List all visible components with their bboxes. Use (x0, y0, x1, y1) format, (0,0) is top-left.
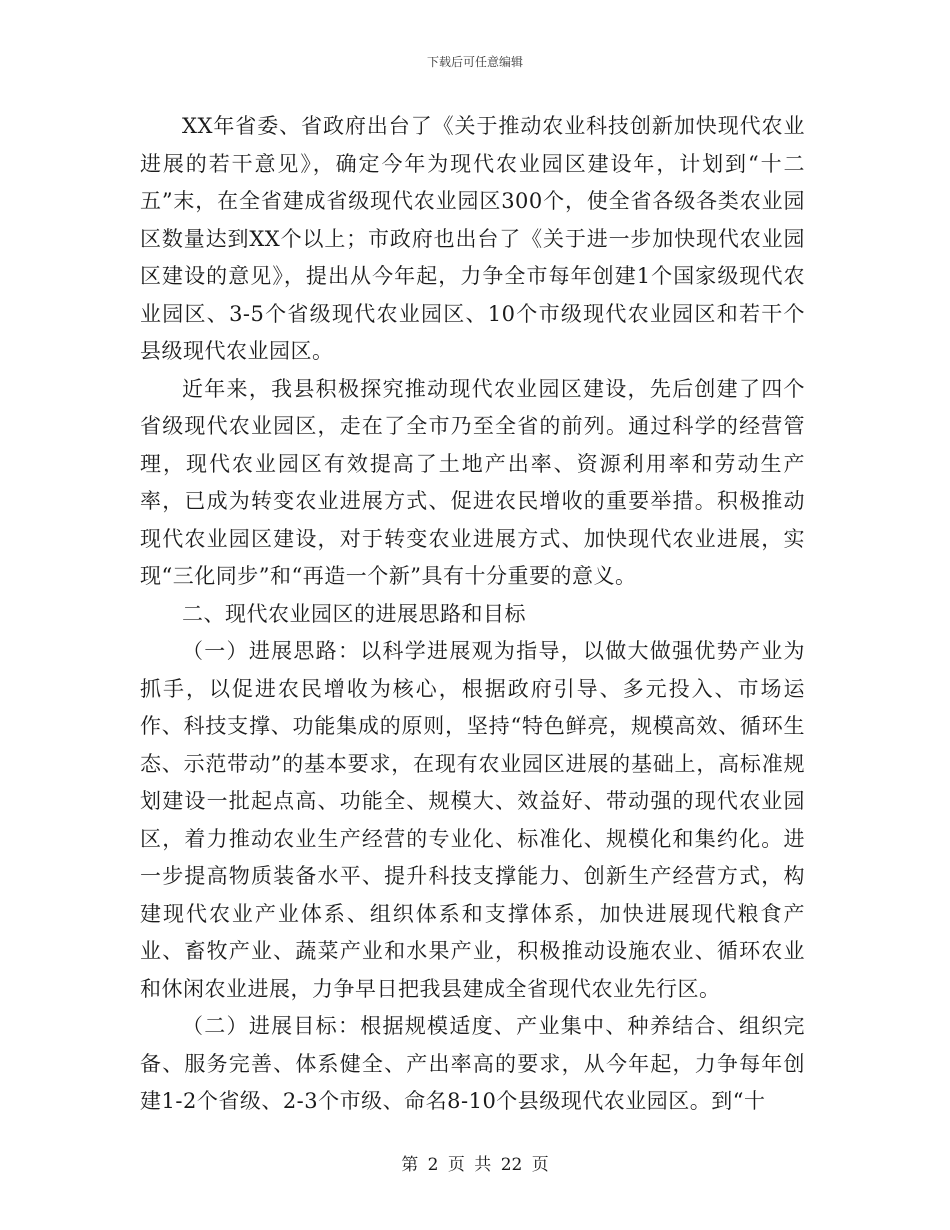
document-body (140, 108, 805, 1121)
paragraph-development-goals: （二）进展目标：根据规模适度、产业集中、种养结合、组织完备、服务完善、体系健全、产出率高的要求，从今年起，力争每年创建1-2个省级、2-3个市级、命名8-10个县级现代农业园区。到“十 (140, 1014, 805, 1113)
paragraph-development-ideas: （一）进展思路：以科学进展观为指导，以做大做强优势产业为抓手，以促进农民增收为核心，根据政府引导、多元投入、市场运作、科技支撑、功能集成的原则，坚持“特色鲜亮，规模高效、循环生态、示范带动”的基本要求，在现有农业园区进展的基础上，高标准规划建设一批起点高、功能全、规模大、效益好、带动强的现代农业园区，着力推动农业生产经营的专业化、标准化、规模化和集约化。进一步提高物质装备水平、提升科技支撑能力、创新生产经营方式，构建现代农业产业体系、组织体系和支撑体系，加快进展现代粮食产业、畜牧产业、蔬菜产业和水果产业，积极推动设施农业、循环农业和休闲农业进展，力争早日把我县建成全省现代农业先行区。 (140, 639, 805, 1001)
paragraph-policy-background: XX年省委、省政府出台了《关于推动农业科技创新加快现代农业进展的若干意见》，确定今年为现代农业园区建设年，计划到“十二五”末，在全省建成省级现代农业园区300个，使全省各级各类农业园区数量达到XX个以上；市政府也出台了《关于进一步加快现代农业园区建设的意见》，提出从今年起，力争全市每年创建1个国家级现代农业园区、3-5个省级现代农业园区、10个市级现代农业园区和若干个县级现代农业园区。 (140, 114, 805, 363)
section-heading-ideas-goals: 二、现代农业园区的进展思路和目标 (182, 601, 526, 626)
paragraph-county-progress: 近年来，我县积极探究推动现代农业园区建设，先后创建了四个省级现代农业园区，走在了全市乃至全省的前列。通过科学的经营管理，现代农业园区有效提高了土地产出率、资源利用率和劳动生产率，已成为转变农业进展方式、促进农民增收的重要举措。积极推动现代农业园区建设，对于转变农业进展方式、加快现代农业进展，实现“三化同步”和“再造一个新”具有十分重要的意义。 (140, 376, 805, 588)
page-header: 下载后可任意编辑 (426, 55, 523, 69)
page-number-footer: 第 2 页 共 22 页 (401, 1155, 549, 1175)
